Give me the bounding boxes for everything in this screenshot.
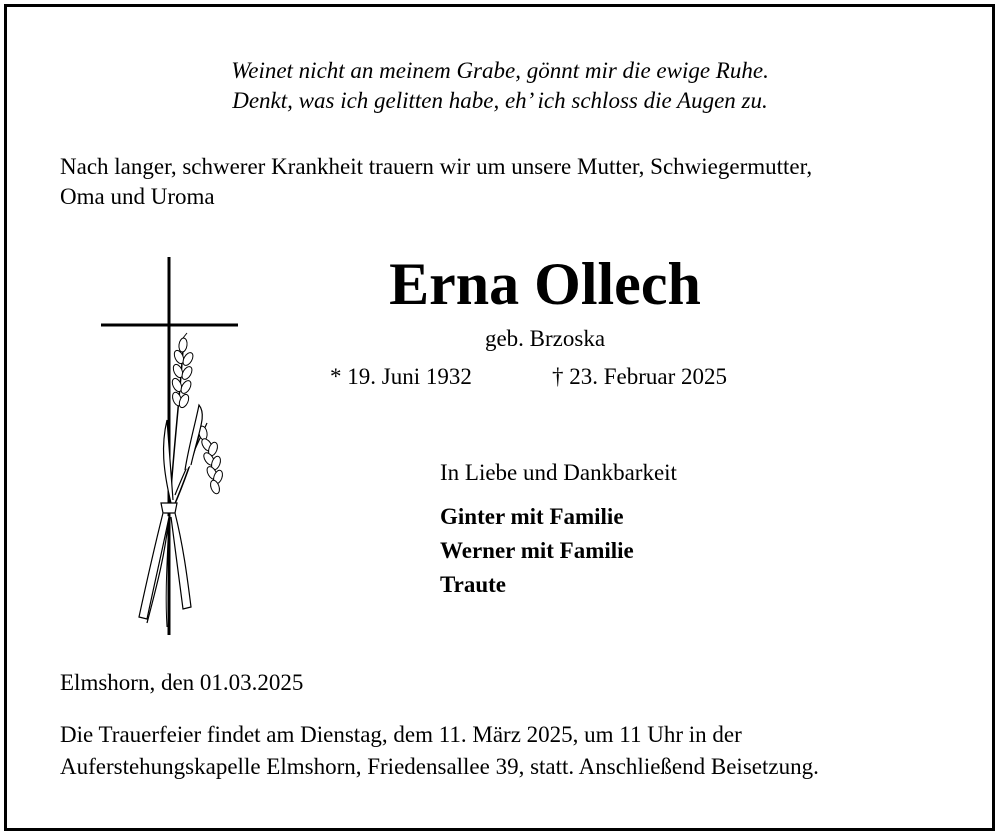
mourner-name: Ginter mit Familie: [440, 504, 624, 529]
death-date: † 23. Februar 2025: [552, 364, 728, 389]
mourner-name: Werner mit Familie: [440, 538, 634, 563]
maiden-name: geb. Brzoska: [484, 326, 606, 351]
birth-date: * 19. Juni 1932: [330, 364, 472, 389]
service-info-line-1: Die Trauerfeier findet am Dienstag, dem 11. März 2025, um 11 Uhr in der: [60, 722, 742, 747]
intro-line-1: Nach langer, schwerer Krankheit trauern wir um unsere Mutter, Schwiegermutter,: [60, 154, 813, 179]
intro-line-2: Oma und Uroma: [60, 184, 215, 209]
cross-with-wheat-icon: [95, 255, 245, 640]
mourners-intro: In Liebe und Dankbarkeit: [440, 460, 677, 485]
place-and-date: Elmshorn, den 01.03.2025: [60, 670, 304, 695]
mourner-name: Traute: [440, 572, 507, 597]
deceased-name: Erna Ollech: [389, 251, 701, 317]
poem-line-1: Weinet nicht an meinem Grabe, gönnt mir die ewige Ruhe.: [231, 58, 769, 83]
service-info-line-2: Auferstehungskapelle Elmshorn, Friedensallee 39, statt. Anschließend Beisetzung.: [60, 754, 819, 779]
poem-line-2: Denkt, was ich gelitten habe, eh’ ich schloss die Augen zu.: [232, 88, 768, 113]
